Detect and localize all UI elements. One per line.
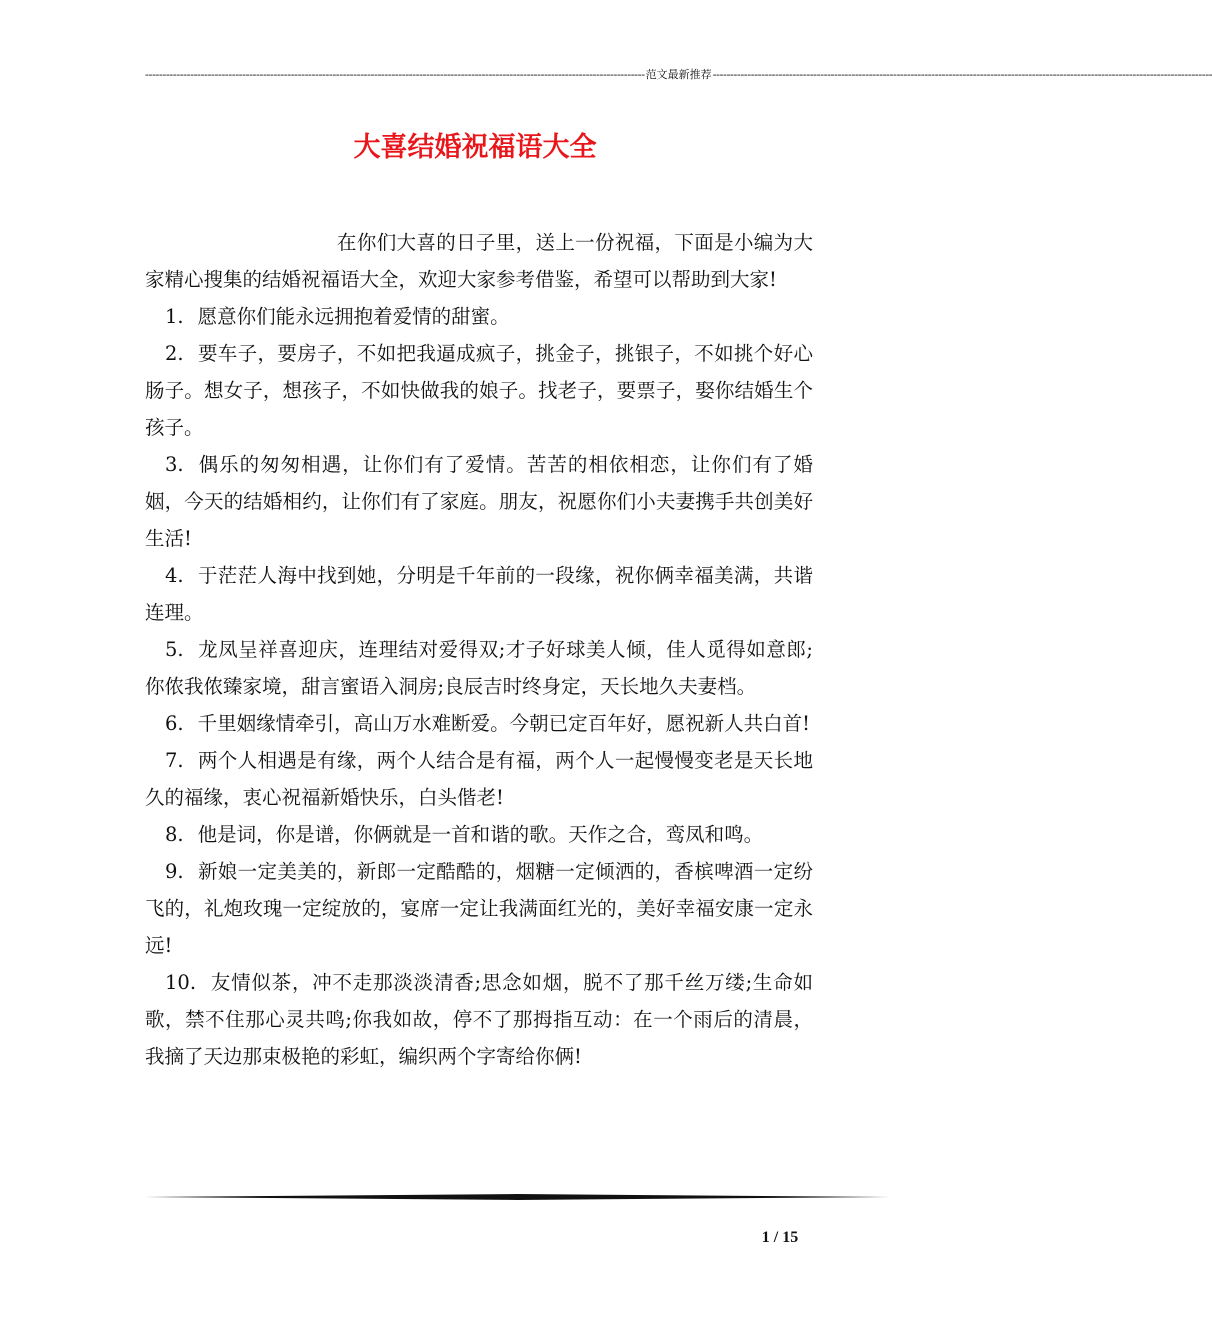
item-number: 9. <box>165 860 184 883</box>
item-number: 6. <box>165 712 184 735</box>
item-number: 7. <box>165 749 184 772</box>
list-item <box>145 335 813 446</box>
item-number: 2. <box>165 342 184 365</box>
list-item <box>145 742 813 816</box>
page-header <box>145 68 1212 82</box>
item-number: 1. <box>165 305 184 328</box>
item-number: 3. <box>165 453 184 476</box>
list-item <box>145 557 813 631</box>
item-number: 5. <box>165 638 184 661</box>
list-item <box>145 298 813 335</box>
page-number: 1 / 15 <box>761 1229 799 1246</box>
item-text: 千里姻缘情牵引，高山万水难断爱。今朝已定百年好，愿祝新人共白首! <box>197 712 810 735</box>
intro-paragraph: 在你们大喜的日子里，送上一份祝福，下面是小编为大家精心搜集的结婚祝福语大全，欢迎大家参考借鉴，希望可以帮助到大家! <box>145 231 813 291</box>
document-body <box>145 224 813 1075</box>
list-item <box>145 631 813 705</box>
item-text: 友情似茶，冲不走那淡淡清香;思念如烟，脱不了那千丝万缕;生命如歌，禁不住那心灵共鸣;你我如故，停不了那拇指互动：在一个雨后的清晨，我摘了天边那束极艳的彩虹，编织两个字寄给你俩! <box>145 971 813 1068</box>
header-left-dashes: ------------------------------------------------------------------------------------------------------------------------------------------------ <box>145 68 645 81</box>
item-text: 新娘一定美美的，新郎一定酷酷的，烟糖一定倾洒的，香槟啤酒一定纷飞的，礼炮玫瑰一定绽放的，宴席一定让我满面红光的，美好幸福安康一定永远! <box>145 860 813 957</box>
list-item <box>145 853 813 964</box>
list-item <box>145 705 813 742</box>
list-item <box>145 446 813 557</box>
item-number: 10. <box>165 971 197 994</box>
item-text: 愿意你们能永远拥抱着爱情的甜蜜。 <box>197 305 510 328</box>
list-item <box>145 964 813 1075</box>
item-number: 8. <box>165 823 184 846</box>
footer-divider <box>145 1194 890 1200</box>
item-text: 他是词，你是谱，你俩就是一首和谐的歌。天作之合，鸾凤和鸣。 <box>197 823 764 846</box>
item-text: 于茫茫人海中找到她，分明是千年前的一段缘，祝你俩幸福美满，共谐连理。 <box>145 564 813 624</box>
item-text: 偶乐的匆匆相遇，让你们有了爱情。苦苦的相依相恋，让你们有了婚姻，今天的结婚相约，让你们有了家庭。朋友，祝愿你们小夫妻携手共创美好生活! <box>145 453 813 550</box>
item-text: 要车子，要房子，不如把我逼成疯子，挑金子，挑银子，不如挑个好心肠子。想女子，想孩子，不如快做我的娘子。找老子，要票子，娶你结婚生个孩子。 <box>145 342 813 439</box>
header-right-dashes: ------------------------------------------------------------------------------------------------------------------------------------------------ <box>712 68 1212 81</box>
list-item <box>145 816 813 853</box>
header-label: 范文最新推荐 <box>645 68 712 81</box>
item-number: 4. <box>165 564 184 587</box>
item-text: 龙凤呈祥喜迎庆，连理结对爱得双;才子好球美人倾，佳人觅得如意郎;你侬我侬臻家境，甜言蜜语入洞房;良辰吉时终身定，天长地久夫妻档。 <box>145 638 813 698</box>
document-title: 大喜结婚祝福语大全 <box>353 132 597 163</box>
footer-divider-line <box>145 1194 890 1200</box>
item-text: 两个人相遇是有缘，两个人结合是有福，两个人一起慢慢变老是天长地久的福缘，衷心祝福新婚快乐，白头偕老! <box>145 749 813 809</box>
